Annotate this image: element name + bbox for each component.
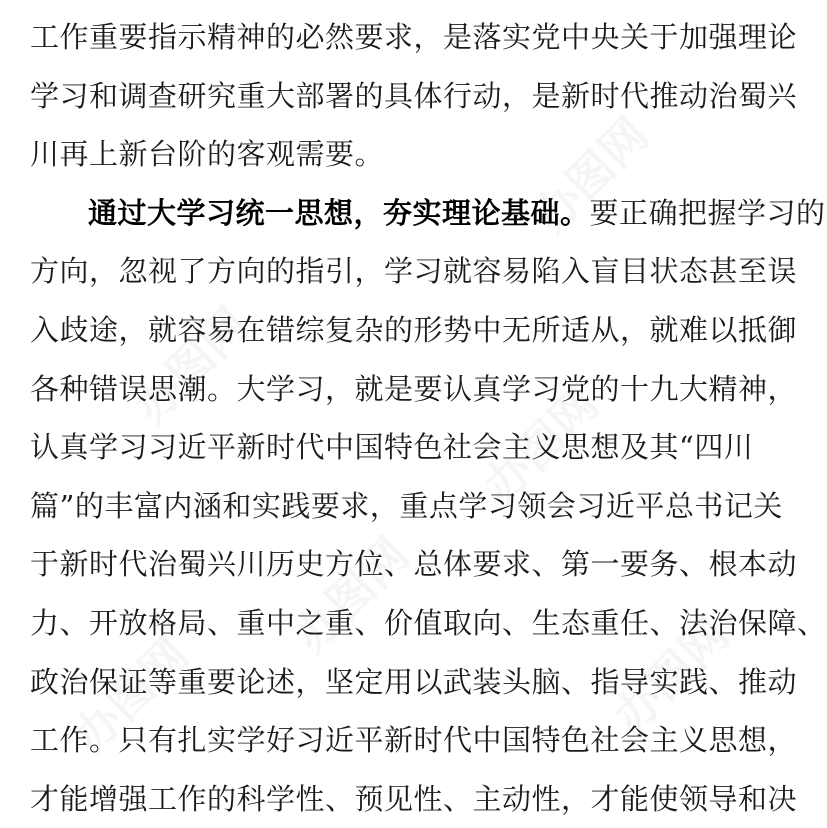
text-line: 工作。只有扎实学好习近平新时代中国特色社会主义思想， (30, 723, 798, 758)
text-line: 政治保证等重要论述，坚定用以武装头脑、指导实践、推动 (30, 664, 798, 699)
text-line: 认真学习习近平新时代中国特色社会主义思想及其“四川 (30, 430, 754, 465)
text-line: 于新时代治蜀兴川历史方位、总体要求、第一要务、根本动 (30, 547, 798, 582)
bold-heading: 通过大学习统一思想，夯实理论基础。 (88, 195, 590, 230)
text-line: 力、开放格局、重中之重、价值取向、生态重任、法治保障、 (30, 605, 827, 640)
text-line: 各种错误思潮。大学习，就是要认真学习党的十九大精神， (30, 371, 798, 406)
text-line: 才能增强工作的科学性、预见性、主动性，才能使领导和决 (30, 781, 798, 816)
body-text (30, 8, 827, 828)
text-line: 学习和调查研究重大部署的具体行动，是新时代推动治蜀兴 (30, 78, 798, 113)
text-line: 入歧途，就容易在错综复杂的形势中无所适从，就难以抵御 (30, 312, 798, 347)
watermark-text: 办图网 (123, 297, 260, 434)
text-line: 工作重要指示精神的必然要求，是落实党中央关于加强理论 (30, 20, 798, 54)
watermark-text: 办图网 (63, 627, 200, 764)
text-line: 川再上新台阶的客观需要。 (30, 137, 385, 172)
watermark-text: 办图网 (283, 527, 420, 664)
text-run: 要正确把握学习的 (589, 195, 826, 230)
watermark-text: 办图网 (523, 107, 660, 244)
paragraph-start-line (30, 184, 826, 243)
text-line: 方向，忽视了方向的指引，学习就容易陷入盲目状态甚至误 (30, 254, 798, 289)
watermark-text: 办图网 (603, 607, 740, 744)
watermark-text: 办图网 (473, 377, 610, 514)
text-line: 篇”的丰富内涵和实践要求，重点学习领会习近平总书记关 (30, 488, 783, 523)
